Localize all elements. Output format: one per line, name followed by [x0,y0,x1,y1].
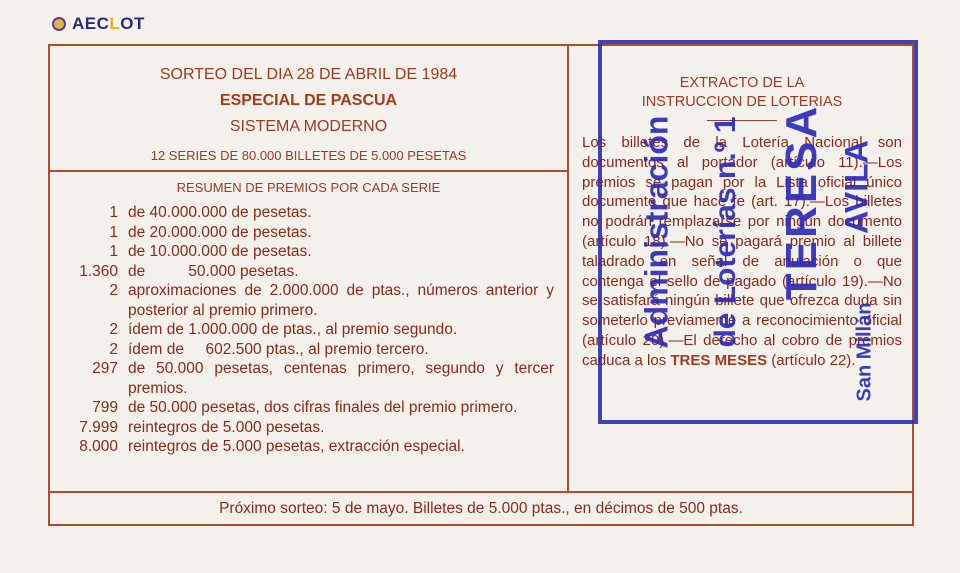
prize-row [64,281,559,320]
prize-count: 8.000 [79,438,118,455]
logo-text: AECLOT [72,14,145,33]
draw-system: SISTEMA MODERNO [229,118,388,135]
prize-count: 1.360 [79,262,118,280]
stamp-line-2: de Loterías n.º 1 [709,116,742,348]
prize-row [64,262,554,282]
prize-description: de 20.000.000 de pesetas. [128,223,312,241]
prize-row [64,398,554,418]
prize-list [64,203,559,457]
deadline-emphasis: TRES MESES [670,351,768,369]
administration-stamp [598,40,918,424]
prize-row [64,340,554,360]
draw-name: ESPECIAL DE PASCUA [219,92,398,109]
draw-header [50,46,567,170]
prize-count: 7.999 [79,418,118,436]
prize-row [64,418,554,438]
prize-description: de 10.000.000 de pesetas. [128,243,312,260]
prize-description: de 50.000 pesetas, dos cifras finales del premio primero. [128,399,518,416]
prize-count: 297 [92,360,118,377]
prize-count: 1 [109,243,118,260]
prize-description: de 50.000 pesetas. [128,262,299,280]
prize-row [64,223,554,243]
prize-row [64,242,554,262]
extract-body: Los billetes de la Lotería Nacional son documentos al portador (artículo 11).—Los premios se pagan por la Lista oficial único documento que hace fe (art. 17).—Los billetes no podrán remplazarse por ningún documento (artículo 18).—No se pagará premio al billete taladrado en señal de anulación o que contenga el sello de pagado (artículo 19).—No se satisfará ningún billete que ofrezca duda sin someterlo previamente a reconocimiento oficial (artículo 20).—El derecho al cobro de premios caduca a los TRES MESES (artículo 22). [582,134,902,369]
prize-description: ídem de 602.500 ptas., al premio tercero. [128,340,429,358]
stamp-line-1: Administración [638,115,675,349]
stamp-line-5: San Millán [853,302,876,402]
header-divider [50,170,567,172]
prize-description: ídem de 1.000.000 de ptas., al premio segundo. [128,321,458,338]
prize-description: de 40.000.000 de pesetas. [128,204,312,221]
stamp-line-4: AVILA [838,140,875,234]
prize-description: de 50.000 pesetas, centenas primero, segundo y tercer premios. [128,360,559,397]
prize-count: 1 [109,204,118,221]
draw-series: 12 SERIES DE 80.000 BILLETES DE 5.000 PESETAS [150,148,467,163]
prize-count: 799 [92,399,118,416]
prize-count: 2 [109,340,118,358]
extract-title: EXTRACTO DE LA INSTRUCCION DE LOTERIAS [641,75,843,110]
prize-count: 2 [109,282,118,299]
vertical-divider [567,46,569,491]
prizes-title: RESUMEN DE PREMIOS POR CADA SERIE [176,180,441,195]
next-draw-footer: Próximo sorteo: 5 de mayo. Billetes de 5.000 ptas., en décimos de 500 ptas. [219,500,743,517]
prize-description: reintegros de 5.000 pesetas. [128,418,325,436]
prize-description: aproximaciones de 2.000.000 de ptas., números anterior y posterior al premio primero. [128,282,559,319]
prize-description: reintegros de 5.000 pesetas, extracción especial. [128,438,465,455]
prize-count: 2 [109,321,118,338]
prize-row [64,437,554,457]
logo-emblem-icon [52,17,66,31]
prize-row [64,320,554,340]
aeclot-logo [52,14,145,34]
draw-date: SORTEO DEL DIA 28 DE ABRIL DE 1984 [159,66,458,83]
prize-row [64,359,559,398]
prize-count: 1 [109,223,118,241]
prize-row [64,203,554,223]
stamp-line-3: TERESA [777,103,826,301]
